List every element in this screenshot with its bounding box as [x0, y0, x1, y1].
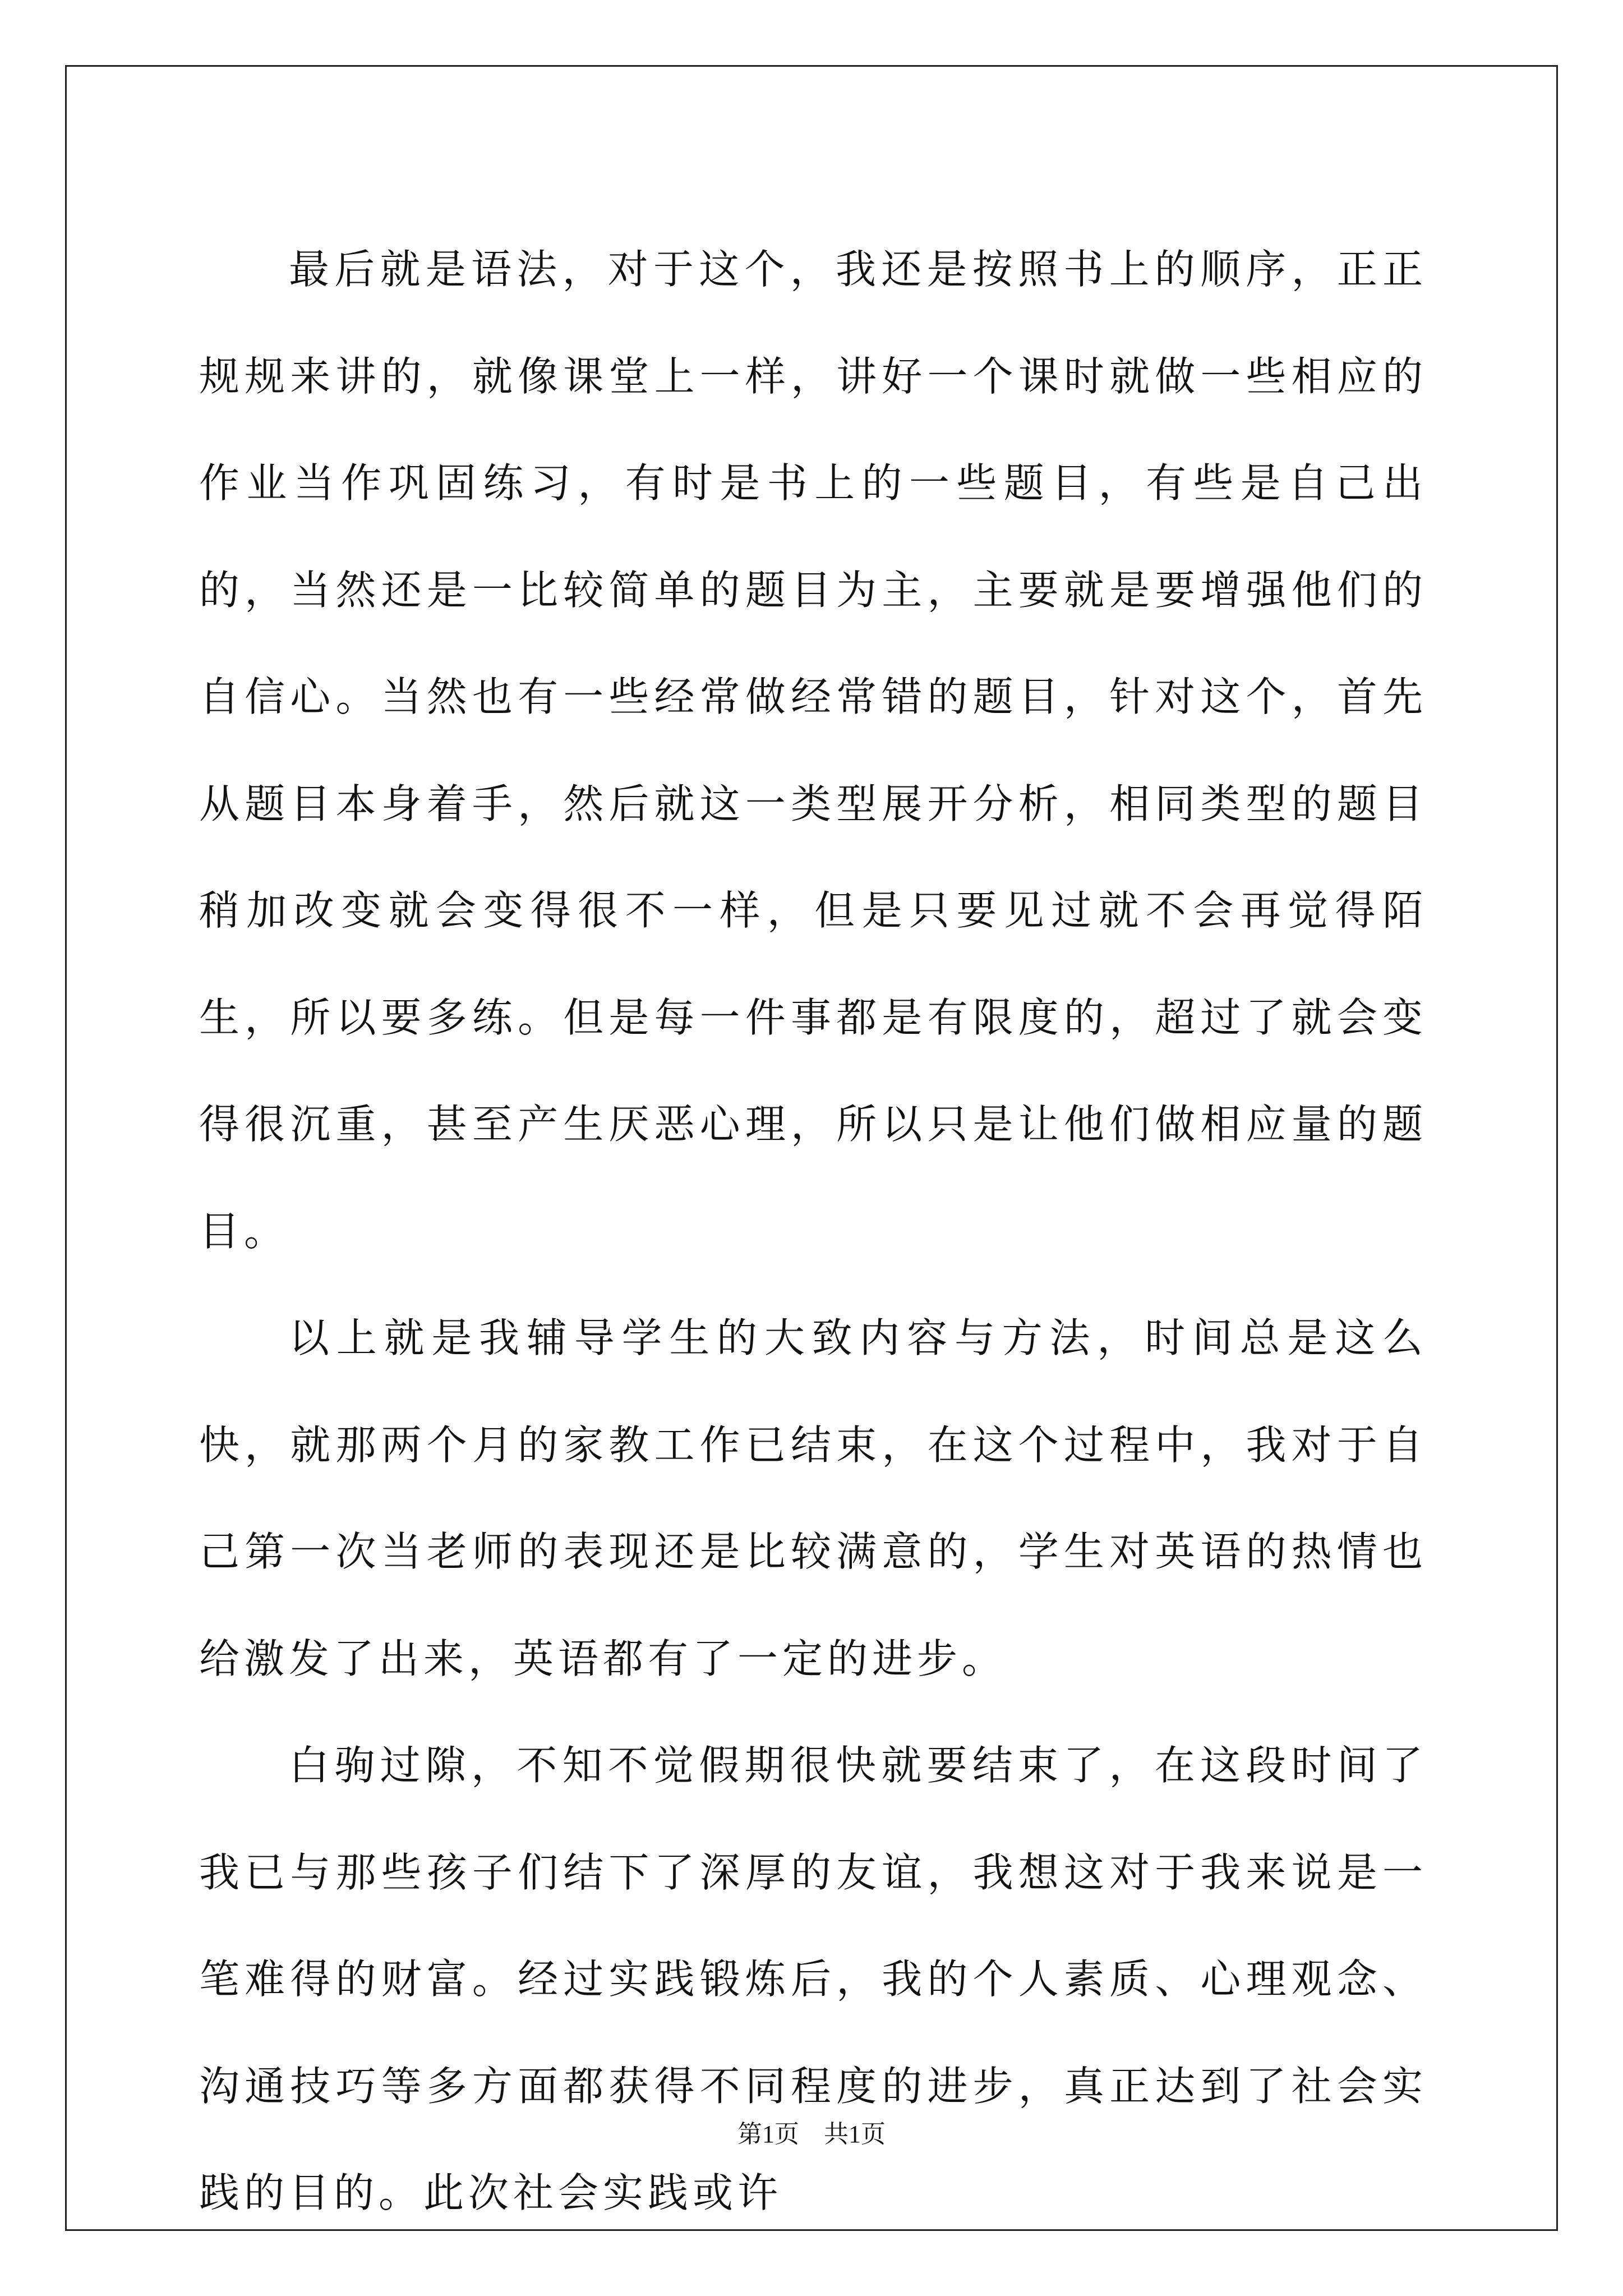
paragraph-grammar: 最后就是语法，对于这个，我还是按照书上的顺序，正正规规来讲的，就像课堂上一样，讲好一个课时就做一些相应的作业当作巩固练习，有时是书上的一些题目，有些是自己出的，当然还是一比较简单的题目为主，主要就是要增强他们的自信心。当然也有一些经常做经常错的题目，针对这个，首先从题目本身着手，然后就这一类型展开分析，相同类型的题目稍加改变就会变得很不一样，但是只要见过就不会再觉得陌生，所以要多练。但是每一件事都是有限度的，超过了就会变得很沉重，甚至产生厌恶心理，所以只是让他们做相应量的题目。: [199, 246, 1427, 1255]
paragraph-conclusion: 白驹过隙，不知不觉假期很快就要结束了，在这段时间了我已与那些孩子们结下了深厚的友谊，我想这对于我来说是一笔难得的财富。经过实践锻炼后，我的个人素质、心理观念、沟通技巧等多方面都获得不同程度的进步，真正达到了社会实践的目的。此次社会实践或许: [199, 1742, 1427, 2216]
paragraph-summary: 以上就是我辅导学生的大致内容与方法，时间总是这么快，就那两个月的家教工作已结束，在这个过程中，我对于自己第一次当老师的表现还是比较满意的，学生对英语的热情也给激发了出来，英语都有了一定的进步。: [199, 1314, 1427, 1682]
document-body: [199, 216, 1427, 2247]
page-footer: 第1页 共1页: [737, 2120, 886, 2148]
